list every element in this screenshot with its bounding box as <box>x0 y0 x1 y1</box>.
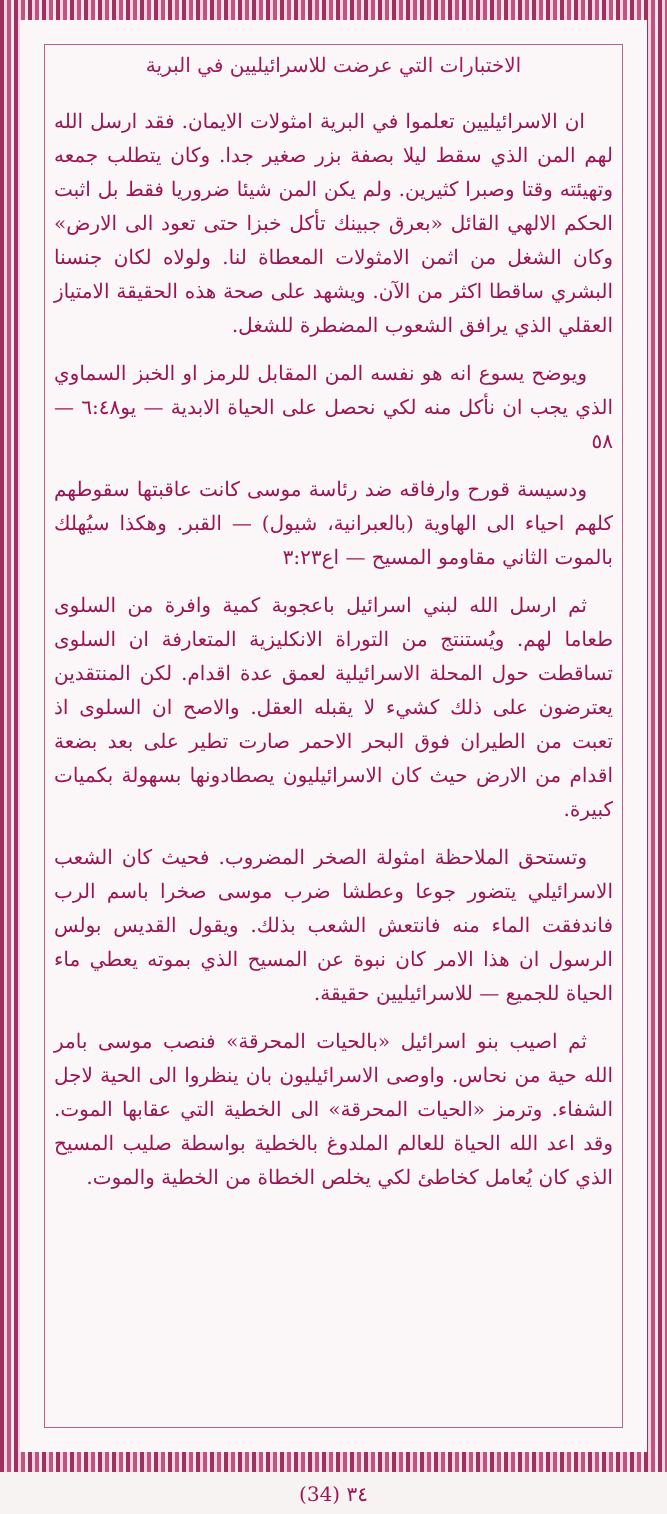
page-content <box>54 52 613 1418</box>
paragraph-4: ثم ارسل الله لبني اسرائيل باعجوبة كمية وافرة من السلوى طعاما لهم. ويُستنتج من التوراة الانكليزية المتعارفة ان السلوى تساقطت حول المحلة الاسرائيلية لعمق عدة اقدام. لكن المنتقدين يعترضون على ذلك كشيء لا يقبله العقل. والاصح ان السلوى اذ تعبت من الطيران فوق البحر الاحمر صارت تطير على بعد بضعة اقدام من الارض حيث كان الاسرائيليون يصطادونها بسهولة بكميات كبيرة. <box>54 593 613 821</box>
paragraph-6: ثم اصيب بنو اسرائيل «بالحيات المحرقة» فنصب موسى بامر الله حية من نحاس. واوصى الاسرائيليون بان ينظروا الى الحية لاجل الشفاء. وترمز «الحيات المحرقة» الى الخطية التي عقابها الموت. وقد اعد الله الحياة للعالم الملدوغ بالخطية بواسطة صليب المسيح الذي كان يُعامل كخاطئ لكي يخلص الخطاة من الخطية والموت. <box>54 1029 613 1189</box>
page-number <box>0 1480 667 1508</box>
page-title: الاختبارات التي عرضت للاسرائيليين في البرية <box>145 53 522 77</box>
paragraph-1: ان الاسرائيليين تعلموا في البرية امثولات الايمان. فقد ارسل الله لهم المن الذي سقط ليلا بصفة بزر صغير جدا. وكان يتطلب جمعه وتهيئته وقتا وصبرا كثيرين. ولم يكن المن شيئا ضروريا فقط بل اثبت الحكم الالهي القائل «بعرق جبينك تأكل خبزا حتى تعود الى الارض» وكان الشغل من اثمن الامثولات المعطاة لنا. ولولاه لكان جنسنا البشري ساقطا اكثر من الآن. ويشهد على صحة هذه الحقيقة الامتياز العقلي الذي يرافق الشعوب المضطرة للشغل. <box>54 109 613 337</box>
paragraph-3: ودسيسة قورح وارفاقه ضد رئاسة موسى كانت عاقبتها سقوطهم كلهم احياء الى الهاوية (بالعبرانية، شيول) — القبر. وهكذا سيُهلك بالموت الثاني مقاومو المسيح — اع٣:٢٣ <box>54 477 613 569</box>
paragraph-2: ويوضح يسوع انه هو نفسه المن المقابل للرمز او الخبز السماوي الذي يجب ان نأكل منه لكي نحصل على الحياة الابدية — يو٦:٤٨ — ٥٨ <box>54 361 613 453</box>
paragraph-5: وتستحق الملاحظة امثولة الصخر المضروب. فحيث كان الشعب الاسرائيلي يتضور جوعا وعطشا ضرب موسى صخرا باسم الرب فاندفقت الماء منه فانتعش الشعب بذلك. ويقول القديس بولس الرسول ان هذا الامر كان نبوة عن المسيح الذي بموته يعطي ماء الحياة للجميع — للاسرائيليين حقيقة. <box>54 845 613 1005</box>
page-number-label: (34) ٣٤ <box>299 1482 368 1506</box>
